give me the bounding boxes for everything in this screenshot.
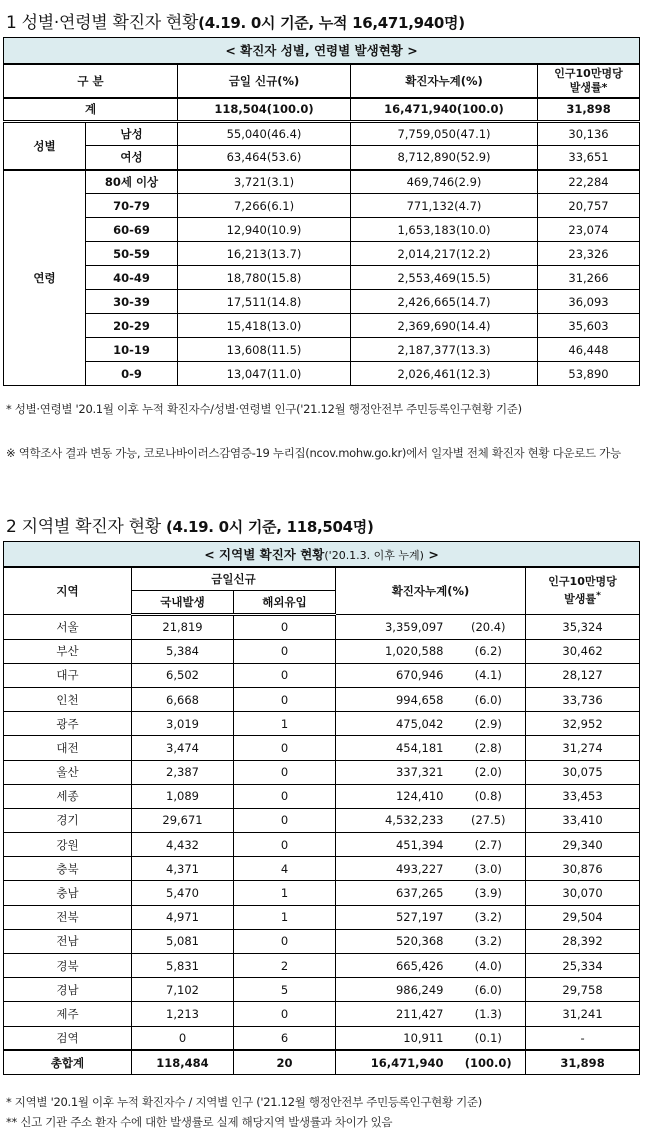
row-cum: 2,426,665(14.7) — [351, 290, 538, 314]
table-row — [4, 194, 640, 218]
row-imported: 0 — [234, 639, 336, 663]
row-imported: 0 — [234, 615, 336, 639]
row-cum: 211,427 — [336, 1002, 452, 1026]
row-domestic: 7,102 — [132, 978, 234, 1002]
row-cum: 454,181 — [336, 736, 452, 760]
table-row — [4, 615, 640, 639]
row-imported: 0 — [234, 808, 336, 832]
row-rate: 30,462 — [526, 639, 640, 663]
table-row — [4, 266, 640, 290]
row-rate: 33,736 — [526, 687, 640, 711]
row-region: 인천 — [4, 687, 132, 711]
table1-banner: < 확진자 성별, 연령별 발생현황 > — [4, 38, 640, 64]
header-rate-line2: 발생률* — [569, 80, 608, 94]
row-rate: - — [526, 1026, 640, 1050]
row-rate: 30,136 — [538, 122, 640, 146]
table-row — [4, 1002, 640, 1026]
total-cum: 16,471,940 — [336, 1050, 452, 1074]
row-new: 17,511(14.8) — [178, 290, 351, 314]
row-imported: 5 — [234, 978, 336, 1002]
row-new: 7,266(6.1) — [178, 194, 351, 218]
row-rate: 28,127 — [526, 663, 640, 687]
row-rate: 36,093 — [538, 290, 640, 314]
row-rate: 33,410 — [526, 808, 640, 832]
row-cum: 986,249 — [336, 978, 452, 1002]
row-rate: 28,392 — [526, 929, 640, 953]
row-imported: 0 — [234, 833, 336, 857]
row-region: 대구 — [4, 663, 132, 687]
row-domestic: 4,371 — [132, 857, 234, 881]
row-pct: (3.0) — [452, 857, 526, 881]
row-region: 전북 — [4, 905, 132, 929]
section2-note1: * 지역별 '20.1월 이후 누적 확진자수 / 지역별 인구 ('21.12월 행정안전부 주민등록인구현황 기준) — [6, 1095, 482, 1109]
row-domestic: 5,384 — [132, 639, 234, 663]
row-label: 60-69 — [86, 218, 178, 242]
table-row — [4, 1026, 640, 1050]
row-rate: 30,070 — [526, 881, 640, 905]
row-cum: 475,042 — [336, 712, 452, 736]
section2-number: 2 — [6, 517, 17, 537]
row-domestic: 29,671 — [132, 808, 234, 832]
row-rate: 32,952 — [526, 712, 640, 736]
row-pct: (4.1) — [452, 663, 526, 687]
row-rate: 30,876 — [526, 857, 640, 881]
total-cum: 16,471,940(100.0) — [351, 98, 538, 122]
row-cum: 2,026,461(12.3) — [351, 362, 538, 386]
table-row — [4, 712, 640, 736]
row-region: 충남 — [4, 881, 132, 905]
row-label: 20-29 — [86, 314, 178, 338]
row-new: 16,213(13.7) — [178, 242, 351, 266]
row-region: 강원 — [4, 833, 132, 857]
row-rate: 46,448 — [538, 338, 640, 362]
row-region: 광주 — [4, 712, 132, 736]
row-pct: (0.1) — [452, 1026, 526, 1050]
age-group-label: 연령 — [4, 170, 86, 386]
row-rate: 20,757 — [538, 194, 640, 218]
table-row — [4, 978, 640, 1002]
row-domestic: 21,819 — [132, 615, 234, 639]
row-new: 63,464(53.6) — [178, 146, 351, 170]
row-imported: 0 — [234, 929, 336, 953]
header-rate-line1: 인구10만명당 — [548, 575, 617, 589]
row-region: 경기 — [4, 808, 132, 832]
total-rate: 31,898 — [538, 98, 640, 122]
row-cum: 637,265 — [336, 881, 452, 905]
row-imported: 0 — [234, 784, 336, 808]
row-cum: 520,368 — [336, 929, 452, 953]
total-label: 계 — [4, 98, 178, 122]
row-pct: (2.8) — [452, 736, 526, 760]
row-pct: (2.0) — [452, 760, 526, 784]
row-imported: 0 — [234, 1002, 336, 1026]
row-cum: 4,532,233 — [336, 808, 452, 832]
header-region: 지역 — [4, 567, 132, 615]
row-new: 3,721(3.1) — [178, 170, 351, 194]
header-domestic: 국내발생 — [132, 591, 234, 615]
section1-note1: * 성별·연령별 '20.1월 이후 누적 확진자수/성별·연령별 인구('21.12월 행정안전부 주민등록인구현황 기준) — [6, 402, 522, 416]
row-rate: 25,334 — [526, 954, 640, 978]
row-label: 남성 — [86, 122, 178, 146]
row-cum: 7,759,050(47.1) — [351, 122, 538, 146]
row-domestic: 2,387 — [132, 760, 234, 784]
row-new: 13,608(11.5) — [178, 338, 351, 362]
total-row — [4, 98, 640, 122]
table-row — [4, 218, 640, 242]
row-label: 여성 — [86, 146, 178, 170]
row-pct: (27.5) — [452, 808, 526, 832]
row-cum: 1,020,588 — [336, 639, 452, 663]
header-cum: 확진자누계(%) — [336, 567, 526, 615]
row-pct: (1.3) — [452, 1002, 526, 1026]
row-rate: 29,340 — [526, 833, 640, 857]
row-imported: 2 — [234, 954, 336, 978]
row-rate: 30,075 — [526, 760, 640, 784]
row-rate: 31,241 — [526, 1002, 640, 1026]
row-imported: 6 — [234, 1026, 336, 1050]
row-new: 55,040(46.4) — [178, 122, 351, 146]
row-cum: 670,946 — [336, 663, 452, 687]
table-row — [4, 362, 640, 386]
table-row — [4, 146, 640, 170]
row-cum: 451,394 — [336, 833, 452, 857]
row-imported: 0 — [234, 663, 336, 687]
row-pct: (0.8) — [452, 784, 526, 808]
row-pct: (6.0) — [452, 687, 526, 711]
row-rate: 29,504 — [526, 905, 640, 929]
row-cum: 771,132(4.7) — [351, 194, 538, 218]
row-pct: (6.0) — [452, 978, 526, 1002]
row-region: 서울 — [4, 615, 132, 639]
section2-basis: (4.19. 0시 기준, 118,504명) — [165, 518, 374, 536]
total-new: 118,504(100.0) — [178, 98, 351, 122]
row-label: 0-9 — [86, 362, 178, 386]
table-row — [4, 290, 640, 314]
row-domestic: 5,831 — [132, 954, 234, 978]
row-region: 세종 — [4, 784, 132, 808]
row-cum: 2,369,690(14.4) — [351, 314, 538, 338]
row-imported: 4 — [234, 857, 336, 881]
row-cum: 8,712,890(52.9) — [351, 146, 538, 170]
row-region: 제주 — [4, 1002, 132, 1026]
row-rate: 31,266 — [538, 266, 640, 290]
row-rate: 23,326 — [538, 242, 640, 266]
row-domestic: 1,213 — [132, 1002, 234, 1026]
table2-banner-sub: ('20.1.3. 이후 누계) — [324, 548, 424, 562]
row-region: 경남 — [4, 978, 132, 1002]
table-row — [4, 760, 640, 784]
table-row — [4, 122, 640, 146]
row-domestic: 6,668 — [132, 687, 234, 711]
row-rate: 33,651 — [538, 146, 640, 170]
row-domestic: 4,971 — [132, 905, 234, 929]
row-domestic: 1,089 — [132, 784, 234, 808]
row-region: 경북 — [4, 954, 132, 978]
row-rate: 31,274 — [526, 736, 640, 760]
row-cum: 493,227 — [336, 857, 452, 881]
table-row — [4, 338, 640, 362]
table-row — [4, 833, 640, 857]
header-today-new: 금일 신규(%) — [178, 64, 351, 98]
section1-heading: 성별·연령별 확진자 현황 — [21, 13, 199, 33]
row-cum: 469,746(2.9) — [351, 170, 538, 194]
table-row — [4, 242, 640, 266]
row-label: 10-19 — [86, 338, 178, 362]
row-region: 울산 — [4, 760, 132, 784]
row-new: 12,940(10.9) — [178, 218, 351, 242]
row-label: 40-49 — [86, 266, 178, 290]
row-pct: (3.2) — [452, 929, 526, 953]
row-domestic: 0 — [132, 1026, 234, 1050]
section1-basis: (4.19. 0시 기준, 누적 16,471,940명) — [198, 14, 465, 32]
total-rate: 31,898 — [526, 1050, 640, 1074]
row-pct: (2.9) — [452, 712, 526, 736]
row-new: 13,047(11.0) — [178, 362, 351, 386]
table-row — [4, 905, 640, 929]
table-row — [4, 314, 640, 338]
total-pct: (100.0) — [452, 1050, 526, 1074]
row-label: 30-39 — [86, 290, 178, 314]
row-region: 전남 — [4, 929, 132, 953]
section1-note2: ※ 역학조사 결과 변동 가능, 코로나바이러스감염증-19 누리집(ncov.mohw.go.kr)에서 일자별 전체 확진자 현황 다운로드 가능 — [6, 446, 621, 460]
row-rate: 29,758 — [526, 978, 640, 1002]
table-row — [4, 857, 640, 881]
row-region: 충북 — [4, 857, 132, 881]
table-row — [4, 663, 640, 687]
row-domestic: 3,019 — [132, 712, 234, 736]
header-rate — [526, 567, 640, 615]
row-new: 15,418(13.0) — [178, 314, 351, 338]
row-pct: (6.2) — [452, 639, 526, 663]
row-label: 80세 이상 — [86, 170, 178, 194]
header-rate-line1: 인구10만명당 — [554, 66, 623, 80]
row-region: 검역 — [4, 1026, 132, 1050]
row-rate: 35,324 — [526, 615, 640, 639]
sex-age-table — [3, 37, 640, 386]
row-cum: 2,553,469(15.5) — [351, 266, 538, 290]
row-new: 18,780(15.8) — [178, 266, 351, 290]
row-imported: 0 — [234, 760, 336, 784]
table2-banner-end: > — [423, 546, 439, 562]
table-row — [4, 170, 640, 194]
header-category: 구 분 — [4, 64, 178, 98]
row-imported: 1 — [234, 905, 336, 929]
table2-banner-title: < 지역별 확진자 현황 — [204, 546, 325, 562]
row-rate: 23,074 — [538, 218, 640, 242]
row-cum: 337,321 — [336, 760, 452, 784]
table-row — [4, 784, 640, 808]
row-cum: 124,410 — [336, 784, 452, 808]
section2-title — [6, 512, 374, 537]
row-cum: 2,014,217(12.2) — [351, 242, 538, 266]
header-rate-line2: 발생률 — [564, 592, 597, 606]
row-label: 70-79 — [86, 194, 178, 218]
row-cum: 2,187,377(13.3) — [351, 338, 538, 362]
row-rate: 33,453 — [526, 784, 640, 808]
total-domestic: 118,484 — [132, 1050, 234, 1074]
row-rate: 53,890 — [538, 362, 640, 386]
table-row — [4, 929, 640, 953]
section2-heading: 지역별 확진자 현황 — [21, 517, 161, 537]
row-cum: 10,911 — [336, 1026, 452, 1050]
row-cum: 527,197 — [336, 905, 452, 929]
row-pct: (20.4) — [452, 615, 526, 639]
table2-banner — [4, 542, 640, 567]
row-domestic: 6,502 — [132, 663, 234, 687]
row-rate: 35,603 — [538, 314, 640, 338]
row-pct: (2.7) — [452, 833, 526, 857]
table-row — [4, 736, 640, 760]
row-pct: (3.9) — [452, 881, 526, 905]
row-label: 50-59 — [86, 242, 178, 266]
region-table — [3, 541, 640, 1075]
row-region: 대전 — [4, 736, 132, 760]
sex-group-label: 성별 — [4, 122, 86, 170]
row-cum: 994,658 — [336, 687, 452, 711]
section2-note2: ** 신고 기관 주소 환자 수에 대한 발생률로 실제 해당지역 발생률과 차이가 있음 — [6, 1115, 393, 1129]
table-row — [4, 808, 640, 832]
total-region: 총합계 — [4, 1050, 132, 1074]
row-cum: 665,426 — [336, 954, 452, 978]
row-imported: 0 — [234, 736, 336, 760]
section1-title — [6, 8, 465, 33]
table-row — [4, 954, 640, 978]
header-rate — [538, 64, 640, 98]
total-imported: 20 — [234, 1050, 336, 1074]
row-imported: 0 — [234, 687, 336, 711]
row-pct: (4.0) — [452, 954, 526, 978]
row-imported: 1 — [234, 712, 336, 736]
row-domestic: 3,474 — [132, 736, 234, 760]
region-body — [4, 615, 640, 1050]
header-rate-star: * — [596, 590, 601, 602]
region-total-row — [4, 1050, 640, 1074]
row-rate: 22,284 — [538, 170, 640, 194]
header-imported: 해외유입 — [234, 591, 336, 615]
table-row — [4, 639, 640, 663]
row-cum: 1,653,183(10.0) — [351, 218, 538, 242]
row-domestic: 4,432 — [132, 833, 234, 857]
table-row — [4, 687, 640, 711]
header-today: 금일신규 — [132, 567, 336, 591]
table-row — [4, 881, 640, 905]
row-cum: 3,359,097 — [336, 615, 452, 639]
row-pct: (3.2) — [452, 905, 526, 929]
header-cumulative: 확진자누계(%) — [351, 64, 538, 98]
row-imported: 1 — [234, 881, 336, 905]
row-region: 부산 — [4, 639, 132, 663]
row-domestic: 5,081 — [132, 929, 234, 953]
row-domestic: 5,470 — [132, 881, 234, 905]
section1-number: 1 — [6, 13, 17, 33]
